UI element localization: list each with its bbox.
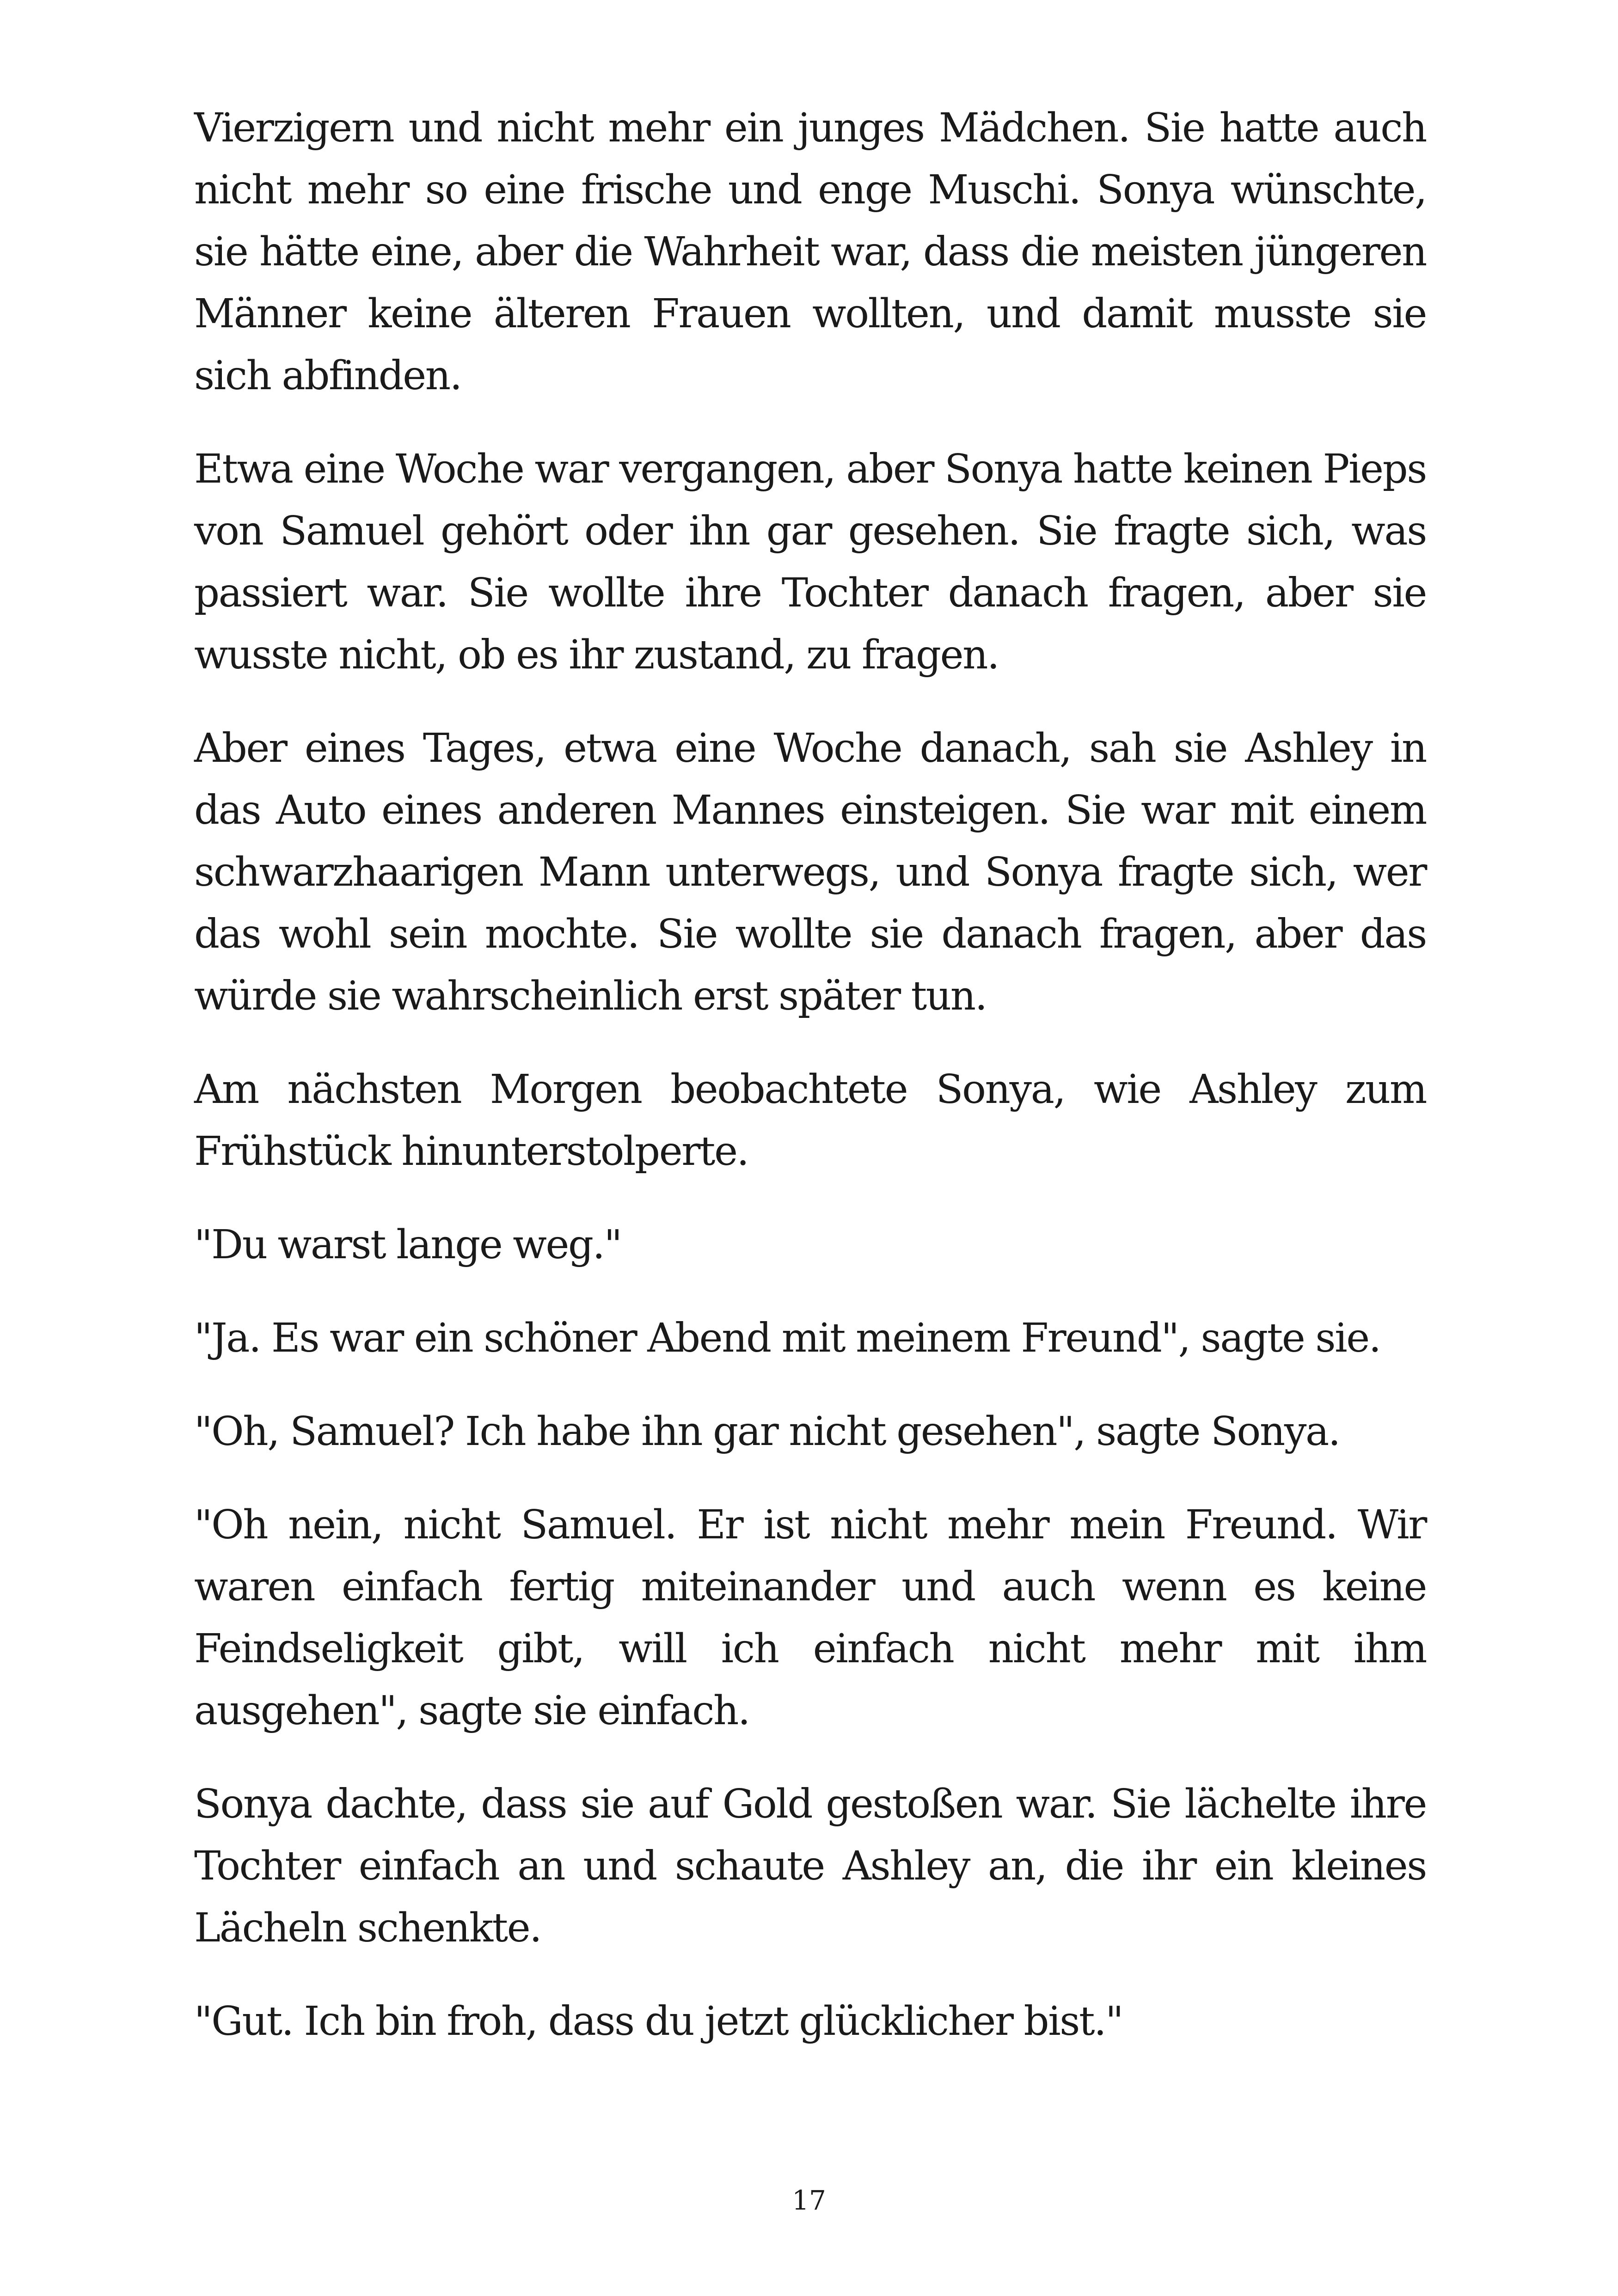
paragraph: "Oh nein, nicht Samuel. Er ist nicht mehr mein Freund. Wir waren einfach fertig miteinander und auch wenn es keine Feindseligkeit gibt, will ich einfach nicht mehr mit ihm ausgehen", sagte sie einfach. bbox=[194, 1502, 1426, 1734]
paragraph: Sonya dachte, dass sie auf Gold gestoßen war. Sie lächelte ihre Tochter einfach an und schaute Ashley an, die ihr ein kleines Lächeln schenkte. bbox=[194, 1781, 1426, 1951]
page-body bbox=[194, 97, 1426, 2084]
page-number: 17 bbox=[792, 2185, 826, 2216]
paragraph: "Ja. Es war ein schöner Abend mit meinem Freund", sagte sie. bbox=[194, 1315, 1380, 1361]
paragraph: "Oh, Samuel? Ich habe ihn gar nicht gesehen", sagte Sonya. bbox=[194, 1408, 1340, 1455]
paragraph: Aber eines Tages, etwa eine Woche danach, sah sie Ashley in das Auto eines anderen Mannes einsteigen. Sie war mit einem schwarzhaarigen Mann unterwegs, und Sonya fragte sich, wer das wohl sein mochte. Sie wollte sie danach fragen, aber das würde sie wahrscheinlich erst später tun. bbox=[194, 725, 1426, 1019]
paragraph: Am nächsten Morgen beobachtete Sonya, wie Ashley zum Frühstück hinunterstolperte. bbox=[194, 1066, 1426, 1175]
paragraph: "Du warst lange weg." bbox=[194, 1222, 621, 1268]
paragraph: Vierzigern und nicht mehr ein junges Mädchen. Sie hatte auch nicht mehr so eine frische und enge Muschi. Sonya wünschte, sie hätte eine, aber die Wahrheit war, dass die meisten jüngeren Männer keine älteren Frauen wollten, und damit musste sie sich abfinden. bbox=[194, 105, 1426, 399]
paragraph: "Gut. Ich bin froh, dass du jetzt glücklicher bist." bbox=[194, 1998, 1123, 2045]
paragraph: Etwa eine Woche war vergangen, aber Sonya hatte keinen Pieps von Samuel gehört oder ihn gar gesehen. Sie fragte sich, was passiert war. Sie wollte ihre Tochter danach fragen, aber sie wusste nicht, ob es ihr zustand, zu fragen. bbox=[194, 446, 1426, 678]
